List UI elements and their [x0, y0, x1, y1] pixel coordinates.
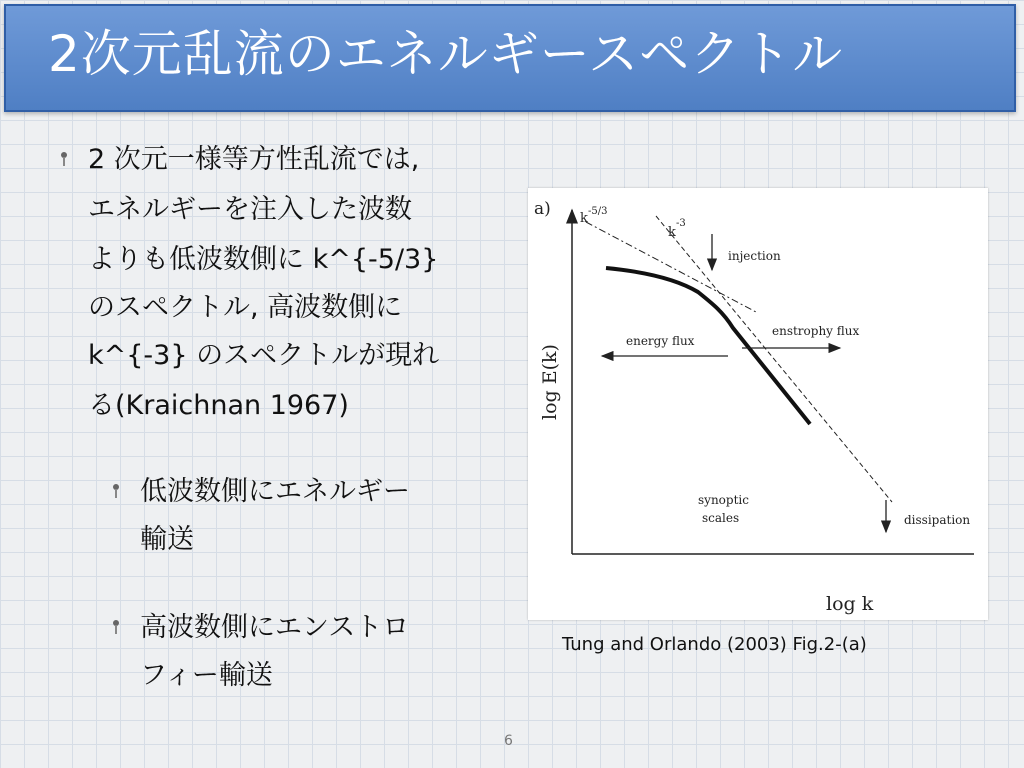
injection-label: injection — [728, 249, 781, 263]
enstrophy-flux-label: enstrophy flux — [772, 324, 860, 338]
sub-bullet-1-line-1: 低波数側にエネルギー — [140, 476, 410, 507]
main-bullet-line-5: k^{-3} のスペクトルが現れ — [88, 340, 440, 371]
energy-flux-label: energy flux — [626, 334, 695, 348]
k-3-label: k — [668, 225, 676, 240]
main-bullet-line-2: エネルギーを注入した波数 — [88, 194, 412, 225]
k-53-exponent: -5/3 — [588, 206, 608, 217]
page-number: 6 — [504, 733, 513, 749]
spectrum-figure — [528, 188, 988, 620]
spectrum-diagram — [528, 188, 988, 620]
bullet-icon — [60, 152, 68, 166]
k-53-label: k — [580, 211, 588, 226]
k-3-exponent: -3 — [676, 218, 686, 229]
sub-bullet-1-line-2: 輸送 — [140, 524, 194, 555]
sub-bullet-2-line-1: 高波数側にエンストロ — [140, 612, 410, 643]
main-bullet-line-4: のスペクトル, 高波数側に — [88, 292, 403, 323]
main-bullet-line-3: よりも低波数側に k^{-5/3} — [88, 244, 439, 275]
bullet-icon — [112, 620, 120, 634]
title-bar — [4, 4, 1016, 112]
slide-title: 2次元乱流のエネルギースペクトル — [48, 25, 844, 83]
synoptic-label: synoptic — [698, 493, 749, 507]
scales-label: scales — [702, 511, 740, 525]
panel-label: a) — [534, 199, 551, 219]
main-bullet-line-1: 2 次元一様等方性乱流では, — [88, 144, 420, 175]
main-bullet-line-6: る(Kraichnan 1967) — [88, 390, 349, 421]
x-axis-label: log k — [826, 593, 874, 615]
y-axis-label: log E(k) — [539, 344, 561, 420]
sub-bullet-2-line-2: フィー輸送 — [140, 660, 273, 691]
figure-caption: Tung and Orlando (2003) Fig.2-(a) — [562, 634, 867, 655]
dissipation-label: dissipation — [904, 513, 971, 527]
bullet-icon — [112, 484, 120, 498]
